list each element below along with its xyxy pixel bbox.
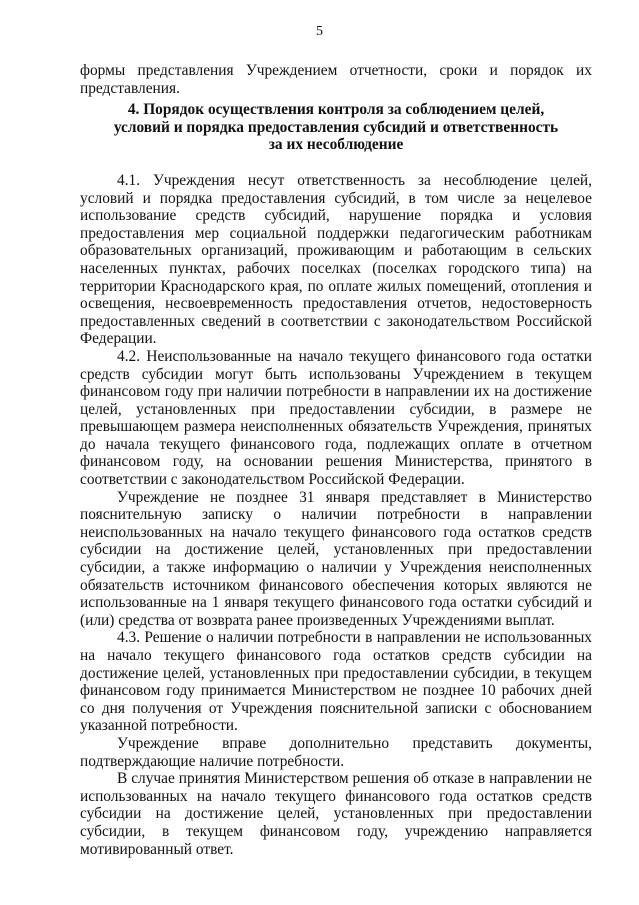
page-number: 5 (316, 24, 323, 39)
paragraph-4-2: 4.2. Неиспользованные на начало текущего финансового года остатки средств субсидии могут быть использованы Учреждением в текущем финансовом году при наличии потребности в направлении их на достижение целей, установленных при предоставлении субсидии, в размере не превышающем размера неисполненных обязательств Учреждения, принятых до начала текущего финансового года, подлежащих оплате в отчетном финансовом году, на основании решения Министерства, принятого в соответствии с законодательством Российской Федерации. (80, 347, 592, 489)
section-heading-line-3: за их несоблюдение (268, 136, 404, 154)
document-body (80, 62, 592, 858)
section-heading (80, 101, 592, 154)
paragraph-4-1: 4.1. Учреждения несут ответственность за несоблюдение целей, условий и порядка предоставления субсидий, в том числе за нецелевое использование средств субсидий, нарушение порядка и условия предоставления мер социальной поддержки педагогическим работникам образовательных организаций, проживающим и работающим в сельских населенных пунктах, рабочих поселках (поселках городского типа) на территории Краснодарского края, по оплате жилых помещений, отопления и освещения, несвоевременность предоставления отчетов, недостоверность предоставленных сведений в соответствии с законодательством Российской Федерации. (80, 171, 592, 348)
intro-fragment: формы представления Учреждением отчетности, сроки и порядок их представления. (80, 62, 592, 97)
paragraph-4-3: 4.3. Решение о наличии потребности в направлении не использованных на начало текущего финансового года остатков средств субсидии на достижение целей, установленных при предоставлении субсидии, в текущем финансовом году принимается Министерством не позднее 10 рабочих дней со дня получения от Учреждения пояснительной записки с обоснованием указанной потребности. (80, 629, 592, 735)
paragraph-explanatory-note: Учреждение не позднее 31 января представляет в Министерство пояснительную записку о наличии потребности в направлении неиспользованных на начало текущего финансового года остатков средств субсидии на достижение целей, установленных при предоставлении субсидии, а также информацию о наличии у Учреждения неисполненных обязательств источником финансового обеспечения которых являются не использованные на 1 января текущего финансового года остатки субсидий и (или) средства от возврата ранее произведенных Учреждениями выплат. (80, 488, 592, 629)
section-heading-line-1: 4. Порядок осуществления контроля за соблюдением целей, (127, 101, 545, 119)
paragraph-refusal: В случае принятия Министерством решения об отказе в направлении не использованных на начало текущего финансового года остатков средств субсидии на достижение целей, установленных при предоставлении субсидии, в текущем финансовом году, учреждению направляется мотивированный ответ. (80, 770, 592, 858)
paragraph-additional-documents: Учреждение вправе дополнительно представить документы, подтверждающие наличие потребности. (80, 734, 592, 770)
section-heading-line-2: условий и порядка предоставления субсидий и ответственность (113, 118, 559, 136)
